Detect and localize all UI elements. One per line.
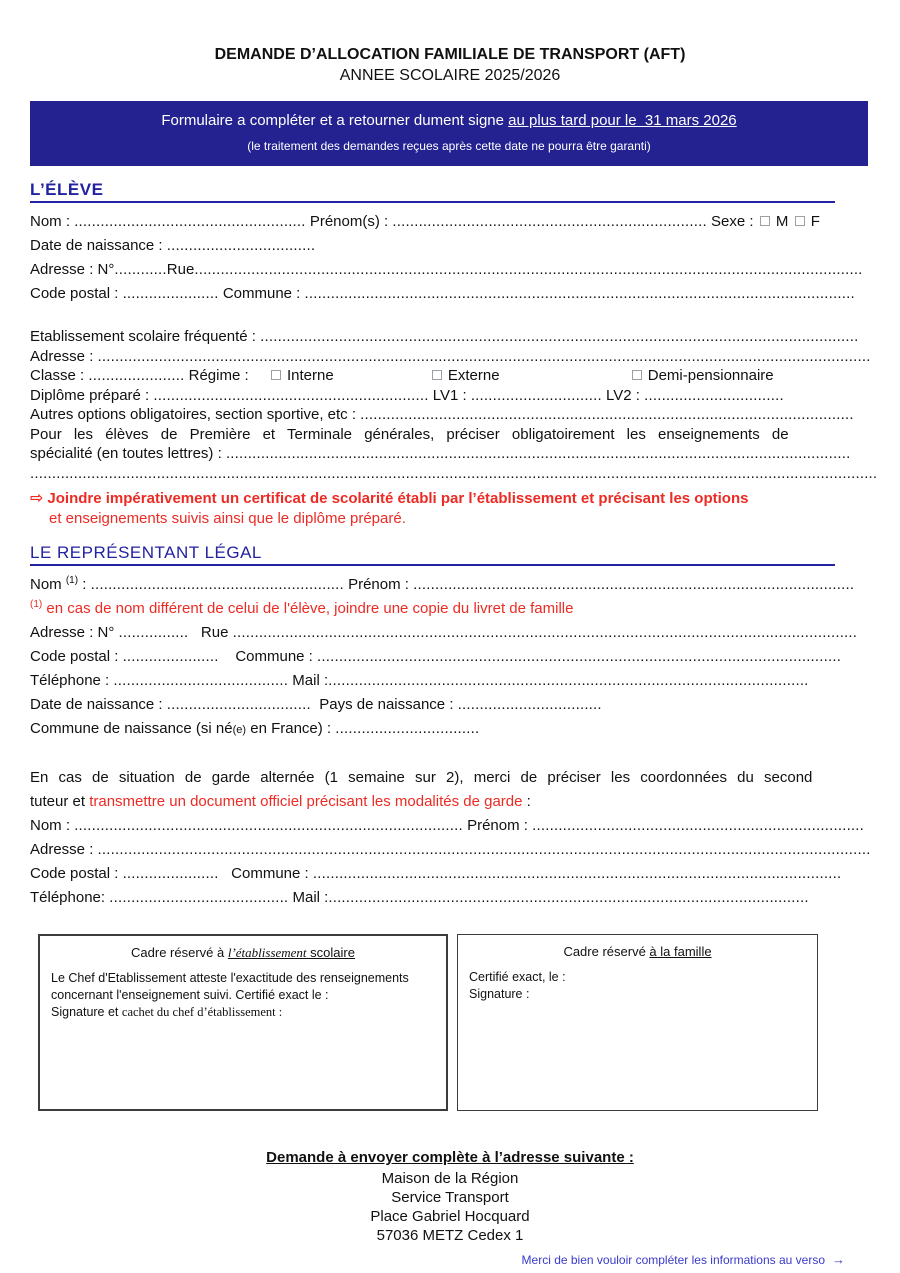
section-heading-student: L’ÉLÈVE <box>30 180 835 203</box>
student-school-fields <box>30 327 878 483</box>
section-heading-guardian: LE REPRÉSENTANT LÉGAL <box>30 543 835 566</box>
text-segment: Nom : <box>30 213 75 230</box>
text-segment: Adresse : N° <box>30 261 115 278</box>
text-segment: Date de naissance : <box>30 696 167 713</box>
family-reserved-box <box>457 934 818 1111</box>
verso-note <box>0 1252 845 1267</box>
dotted-fill: ............................................................................................................................................... <box>225 445 851 462</box>
school-box-title <box>51 944 435 961</box>
dotted-fill: .............................................................................................................. <box>328 672 809 689</box>
text-segment: Mail : <box>288 672 329 689</box>
text-segment: Certifié exact, le : <box>469 970 566 984</box>
text-segment: Cadre réservé <box>563 944 650 959</box>
dotted-fill: ......................................................................................... <box>74 817 463 834</box>
form-line <box>30 790 835 814</box>
text-segment: Rue <box>188 624 233 641</box>
dotted-fill: ................................ <box>644 386 784 404</box>
form-checkbox <box>760 216 770 226</box>
dotted-fill: ...................... <box>122 865 219 882</box>
form-line <box>51 970 435 987</box>
text-segment: Interne <box>282 367 334 384</box>
text-segment: Cadre réservé à <box>131 945 228 960</box>
warning-text-1: Joindre impérativement un certificat de scolarité établi par l’établissement et précisant les options <box>47 490 749 507</box>
text-segment: F <box>806 213 820 230</box>
banner-text: Formulaire a compléter et a retourner dument signe <box>161 112 509 129</box>
text-segment: transmettre un document officiel précisant les modalités de garde <box>89 793 523 810</box>
text-segment: Signature et <box>51 1005 122 1019</box>
certificate-warning <box>30 489 835 529</box>
form-line <box>469 986 806 1003</box>
form-line <box>30 444 851 464</box>
text-segment: LV1 : <box>428 386 471 404</box>
banner-deadline: au plus tard pour le 31 mars 2026 <box>508 112 737 129</box>
text-segment: Commune de naissance (si né <box>30 720 233 737</box>
dotted-fill: ................................................................................................................................................................................. <box>97 841 871 858</box>
verso-note-text: Merci de bien vouloir compléter les informations au verso <box>521 1253 825 1267</box>
text-segment: (e) <box>232 724 247 736</box>
text-segment: : <box>522 793 531 810</box>
form-line <box>30 814 865 838</box>
text-segment: M <box>771 213 793 230</box>
address-line: Place Gabriel Hocquard <box>370 1208 530 1225</box>
text-segment: (1) <box>30 599 43 610</box>
text-segment: Adresse : <box>30 347 98 365</box>
mailing-address <box>0 1169 900 1245</box>
text-segment: Adresse : <box>30 841 98 858</box>
deadline-banner <box>30 101 868 166</box>
text-segment: Adresse : N° <box>30 624 119 641</box>
text-segment: l’établissement <box>227 945 307 960</box>
form-line <box>30 645 842 669</box>
form-line <box>30 693 835 717</box>
text-segment: Diplôme préparé : <box>30 386 154 404</box>
text-segment: LV2 : <box>601 386 645 404</box>
text-segment: Commune : <box>218 865 313 882</box>
form-line <box>30 327 859 347</box>
text-segment: Mail : <box>288 889 329 906</box>
dotted-fill: ...................... <box>122 648 219 665</box>
dotted-fill: ........................................................................................................................ <box>317 648 842 665</box>
dotted-fill: ............................................................................................................................................... <box>232 624 858 641</box>
form-checkbox <box>632 370 642 380</box>
text-segment: Régime : <box>184 367 253 384</box>
text-segment: : <box>78 576 91 593</box>
school-box-body <box>51 970 435 1021</box>
form-line <box>51 987 435 1004</box>
text-segment: Externe <box>443 367 500 384</box>
text-segment: Prénom(s) : <box>305 213 393 230</box>
guardian-fields <box>30 573 858 742</box>
form-line <box>30 862 842 886</box>
right-white-arrow-icon: ⇨ <box>30 490 44 507</box>
form-checkbox <box>795 216 805 226</box>
form-line <box>30 464 878 484</box>
text-segment: cachet du chef d’établissement : <box>121 1005 283 1019</box>
text-segment: scolaire <box>306 945 355 960</box>
text-segment: Nom : <box>30 817 75 834</box>
form-checkbox <box>432 370 442 380</box>
form-line <box>30 838 871 862</box>
form-checkbox <box>271 370 281 380</box>
dotted-fill: ............................................................... <box>153 386 429 404</box>
right-arrow-icon: → <box>832 1252 845 1267</box>
text-segment: Nom <box>30 576 66 593</box>
mailing-heading: Demande à envoyer complète à l’adresse suivante : <box>266 1149 634 1166</box>
form-content <box>30 180 878 1111</box>
dotted-fill: ..................................................................................................... <box>413 576 855 593</box>
text-segment: Le Chef d'Etablissement atteste l'exactitude des renseignements <box>51 971 409 985</box>
text-segment: Autres options obligatoires, section sportive, etc : <box>30 406 361 423</box>
address-line: 57036 METZ Cedex 1 <box>376 1227 524 1244</box>
form-line <box>469 969 806 986</box>
form-line <box>30 597 835 621</box>
dotted-fill: ......................................................................................................................... <box>312 865 842 882</box>
form-line <box>30 386 835 406</box>
text-segment: Code postal : <box>30 865 123 882</box>
form-line <box>30 210 835 234</box>
warning-line1 <box>30 489 835 509</box>
dotted-fill: ........................................................................ <box>392 213 707 230</box>
form-line <box>30 282 855 306</box>
text-segment: Etablissement scolaire fréquenté : <box>30 328 261 345</box>
dotted-fill: ............................................................................ <box>532 817 865 834</box>
dotted-fill: .............................................................................................................................. <box>304 285 855 302</box>
dotted-fill: ......................................... <box>109 889 289 906</box>
text-segment: Prénom : <box>343 576 414 593</box>
text-segment: Commune : <box>218 648 318 665</box>
dotted-fill: ................................. <box>335 720 480 737</box>
form-line <box>30 405 854 425</box>
dotted-fill: .................................................................................................................................................................................................. <box>30 464 878 482</box>
form-line <box>30 621 858 645</box>
text-segment: Téléphone : <box>30 672 114 689</box>
text-segment: Pour les élèves de Première et Terminale générales, préciser obligatoirement les enseignements de <box>30 425 789 443</box>
warning-text-2: et enseignements suivis ainsi que le diplôme préparé. <box>49 510 406 527</box>
text-segment: Prénom : <box>462 817 533 834</box>
dotted-fill: ............ <box>114 261 167 278</box>
text-segment: Pays de naissance : <box>310 696 458 713</box>
text-segment: en cas de nom différent de celui de l'élève, joindre une copie du livret de famille <box>42 600 574 617</box>
form-line <box>51 1004 435 1021</box>
text-segment: en France) : <box>246 720 336 737</box>
text-segment: Demi-pensionnaire <box>643 367 774 384</box>
dotted-fill: ......................................................................................................................................................... <box>194 261 863 278</box>
dotted-fill: ................................. <box>457 696 602 713</box>
text-segment: tuteur et <box>30 793 90 810</box>
signature-boxes <box>38 934 835 1111</box>
dotted-fill: .................................. <box>166 237 316 254</box>
form-line <box>30 347 871 367</box>
text-segment: spécialité (en toutes lettres) : <box>30 445 226 462</box>
form-line <box>30 886 835 910</box>
warning-line2 <box>30 509 835 529</box>
address-line: Service Transport <box>391 1189 509 1206</box>
document-subtitle: ANNEE SCOLAIRE 2025/2026 <box>339 67 561 84</box>
school-reserved-box <box>38 934 448 1111</box>
form-line <box>30 717 835 742</box>
text-segment: Classe : <box>30 367 89 384</box>
text-segment: (1) <box>65 575 79 586</box>
dotted-fill: ........................................ <box>113 672 289 689</box>
form-line <box>30 425 835 445</box>
text-segment: à la famille <box>649 944 712 959</box>
form-line <box>30 366 835 386</box>
family-box-body <box>469 969 806 1003</box>
text-segment: En cas de situation de garde alternée (1 semaine sur 2), merci de préciser les coordonnées du second <box>30 769 813 786</box>
text-segment: concernant l'enseignement suivi. Certifié exact le : <box>51 988 329 1002</box>
dotted-fill: ................................. <box>166 696 311 713</box>
text-segment: Code postal : <box>30 648 123 665</box>
banner-note: (le traitement des demandes reçues après cette date ne pourra être garanti) <box>247 139 651 153</box>
dotted-fill: .............................................................................................................. <box>328 889 809 906</box>
form-line <box>30 669 835 693</box>
text-segment: Code postal : <box>30 285 123 302</box>
dotted-fill: ..................................................... <box>74 213 306 230</box>
document-title: DEMANDE D’ALLOCATION FAMILIALE DE TRANSPORT (AFT) <box>214 46 686 63</box>
banner-line1 <box>36 112 862 129</box>
text-segment: Signature : <box>469 987 530 1001</box>
shared-custody-fields <box>30 766 871 910</box>
mailing-address-block <box>0 1149 900 1245</box>
address-line: Maison de la Région <box>381 1170 519 1187</box>
dotted-fill: ...................... <box>88 367 185 384</box>
dotted-fill: ......................................................................................................................................... <box>260 328 859 345</box>
form-line <box>30 573 855 597</box>
dotted-fill: ...................... <box>122 285 219 302</box>
form-line <box>30 766 835 790</box>
form-line <box>30 258 863 282</box>
text-segment: Sexe : <box>706 213 758 230</box>
dotted-fill: .............................. <box>470 386 602 404</box>
family-box-title <box>469 943 806 960</box>
dotted-fill: ................ <box>118 624 189 641</box>
dotted-fill: ................................................................................................................................................................................. <box>97 347 871 365</box>
form-line <box>30 234 835 258</box>
text-segment: Téléphone: <box>30 889 110 906</box>
student-identity-fields <box>30 210 863 306</box>
dotted-fill: ................................................................................................................. <box>360 406 854 423</box>
text-segment: Rue <box>166 261 195 278</box>
text-segment: Date de naissance : <box>30 237 167 254</box>
dotted-fill: .......................................................... <box>90 576 344 593</box>
text-segment: Commune : <box>218 285 305 302</box>
